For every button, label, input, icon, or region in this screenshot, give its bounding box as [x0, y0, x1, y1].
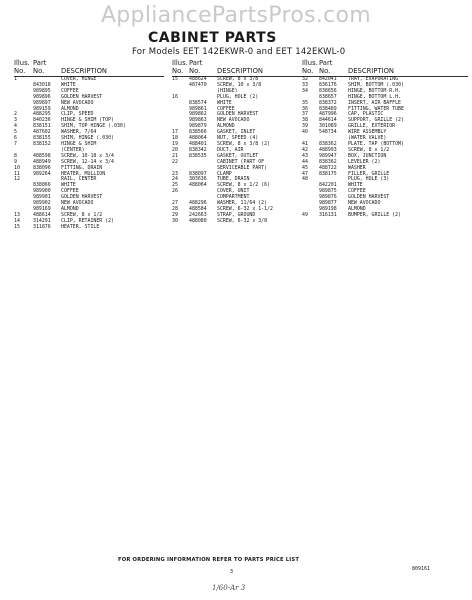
part-description: PLUG, HOLE (2): [217, 93, 259, 100]
part-number: 488614: [33, 211, 51, 218]
illus-number: 15: [172, 76, 178, 82]
part-number: 989264: [33, 170, 51, 177]
header-label: Illus.: [14, 59, 30, 67]
part-number: 314291: [33, 217, 51, 224]
part-number: 989901: [33, 194, 51, 201]
illus-number: 32: [302, 76, 308, 82]
illus-number: 40: [302, 129, 308, 136]
part-description: SCREW, 8 x 1/2: [348, 146, 390, 153]
illus-number: 30: [172, 217, 178, 224]
part-number: 838574: [189, 99, 207, 106]
part-description: PLUG, HOLE (3): [348, 176, 390, 183]
illus-number: 47: [302, 170, 308, 177]
part-description: COFFEE: [61, 188, 79, 195]
part-number: 989169: [33, 205, 51, 212]
illus-number: 1: [14, 76, 17, 82]
part-description: HINGE, BOTTOM R.H.: [348, 87, 401, 94]
part-description: ALMOND: [348, 205, 366, 212]
part-description: WASHER, 11/64 (2): [217, 200, 268, 207]
part-description: COVER, HINGE: [61, 76, 97, 82]
part-number: 838151: [33, 123, 51, 130]
part-description: SERVICEABLE PART): [217, 164, 268, 171]
illus-number: 37: [302, 111, 308, 118]
part-description: WASHER, 7/64: [61, 129, 97, 136]
illus-number: 29: [172, 211, 178, 218]
part-number: 989900: [33, 188, 51, 195]
part-description: BOX, JUNCTION: [348, 152, 387, 159]
part-description: LEVELER (2): [348, 158, 381, 165]
illus-number: 21: [172, 152, 178, 159]
part-number: 488584: [189, 205, 207, 212]
part-description: NEW AVOCADO: [348, 200, 381, 207]
part-number: 989902: [33, 200, 51, 207]
part-description: INSERT, AIR BAFFLE: [348, 99, 401, 106]
part-description: ALMOND: [61, 205, 79, 212]
illus-number: 41: [302, 140, 308, 147]
illus-number: 12: [14, 176, 20, 183]
part-description: FILLER, GRILLE: [348, 170, 390, 177]
illus-number: 3: [14, 117, 17, 124]
illus-number: 17: [172, 129, 178, 136]
part-description: HEATER, STILE: [61, 223, 100, 230]
part-number: 838657: [319, 93, 337, 100]
part-number: 488401: [189, 140, 207, 147]
part-description: GRILLE, EXTERIOR: [348, 123, 396, 130]
part-number: 301089: [319, 123, 337, 130]
part-description: GASKET, OUTLET: [217, 152, 259, 159]
column-header: [172, 60, 302, 77]
part-description: SCREW, 8 x 1/2 (6): [217, 182, 270, 189]
part-number: 838097: [189, 170, 207, 177]
part-number: 836176: [319, 81, 337, 88]
part-description: BUMPER, GRILLE (2): [348, 211, 401, 218]
illus-number: 36: [302, 105, 308, 112]
part-description: WIRE ASSEMBLY: [348, 129, 387, 136]
part-number: 838566: [189, 129, 207, 136]
part-number: 838489: [319, 105, 337, 112]
part-description: HINGE, BOTTOM L.H.: [348, 93, 401, 100]
header-label: No.: [172, 67, 184, 75]
column-header: [14, 60, 164, 77]
header-label: DESCRIPTION: [61, 67, 108, 75]
parts-column-1: [14, 60, 164, 231]
part-number: 838535: [189, 152, 207, 159]
header-label: No.: [189, 67, 201, 75]
part-number: 989896: [33, 93, 51, 100]
part-description: WHITE: [61, 182, 76, 189]
part-description: PLATE, TAP (BOTTOM): [348, 140, 404, 147]
illus-number: 14: [14, 217, 20, 224]
part-number: 487470: [189, 81, 207, 88]
part-number: 838175: [319, 170, 337, 177]
header-label: No.: [302, 67, 314, 75]
part-description: GOLDEN HARVEST: [61, 194, 103, 201]
part-number: 989863: [189, 117, 207, 124]
part-number: 316131: [319, 211, 337, 218]
part-number: 488722: [319, 164, 337, 171]
illus-number: 24: [172, 176, 178, 183]
column-header: [302, 60, 468, 77]
part-number: 989897: [33, 99, 51, 106]
part-description: (HINGE): [217, 87, 238, 94]
part-description: HINGE & SHIM: [61, 140, 97, 147]
part-description: WASHER: [348, 164, 366, 171]
part-number: 989862: [189, 111, 207, 118]
illus-number: 42: [302, 146, 308, 153]
part-number: 488598: [33, 152, 51, 159]
parts-column-3: [302, 60, 468, 219]
part-description: DUCT, AIR: [217, 146, 244, 153]
part-number: 838362: [319, 140, 337, 147]
part-description: SHIM, BOTTOM (.030): [348, 81, 404, 88]
illus-number: 49: [302, 211, 308, 218]
part-description: FITTING, WATER TUBE: [348, 105, 404, 112]
part-number: 838155: [33, 135, 51, 142]
part-description: GOLDEN HARVEST: [217, 111, 259, 118]
part-number: 989198: [319, 205, 337, 212]
illus-number: 20: [172, 146, 178, 153]
illus-number: 15: [14, 223, 20, 230]
illus-number: 2: [14, 111, 17, 118]
part-number: 989895: [33, 87, 51, 94]
part-description: ALMOND: [61, 105, 79, 112]
part-description: NEW AVOCADO: [61, 99, 94, 106]
part-description: CLIP, RETAINER (2): [61, 217, 114, 224]
part-number: 844614: [319, 117, 337, 124]
illus-number: 33: [302, 81, 308, 88]
illus-number: 10: [14, 164, 20, 171]
illus-number: 4: [14, 123, 17, 130]
part-description: ALMOND: [217, 123, 235, 130]
illus-number: 8: [14, 152, 17, 159]
illus-number: 43: [302, 152, 308, 159]
part-description: SCREW, 10 x 3/8: [217, 81, 262, 88]
parts-column-2: [172, 60, 302, 225]
part-description: GASKET, INLET: [217, 129, 256, 136]
part-description: CAP, PLASTIC: [348, 111, 384, 118]
part-description: SCREW, 8 x 3/8: [217, 76, 259, 82]
header-label: No.: [33, 67, 45, 75]
illus-number: 9: [14, 158, 17, 165]
illus-number: 28: [172, 205, 178, 212]
part-description: SHIM, HINGE (.030): [61, 135, 114, 142]
parts-row: [14, 225, 164, 231]
illus-number: 13: [14, 211, 20, 218]
part-number: 989861: [189, 105, 207, 112]
illus-number: 34: [302, 87, 308, 94]
illus-number: 39: [302, 123, 308, 130]
header-label: Part: [319, 59, 333, 67]
illus-number: 7: [14, 140, 17, 147]
illus-number: 44: [302, 158, 308, 165]
part-description: WHITE: [217, 99, 232, 106]
part-number: 842201: [319, 182, 337, 189]
part-description: SCREW, 6-32 x 3/8: [217, 217, 268, 224]
part-number: 838342: [189, 146, 207, 153]
part-description: FITTING, DRAIN: [61, 164, 103, 171]
part-description: WHITE: [348, 182, 363, 189]
part-description: SCREW, 12-14 x 3/4: [61, 158, 114, 165]
illus-number: 26: [172, 188, 178, 195]
illus-number: 25: [172, 182, 178, 189]
illus-number: 22: [172, 158, 178, 165]
part-number: 548734: [319, 129, 337, 136]
header-label: No.: [14, 67, 26, 75]
part-number: 838656: [319, 87, 337, 94]
part-description: NEW AVOCADO: [217, 117, 250, 124]
part-description: NEW AVOCADO: [61, 200, 94, 207]
part-number: 488064: [189, 135, 207, 142]
part-number: 840236: [33, 117, 51, 124]
part-number: 487602: [33, 129, 51, 136]
part-description: WHITE: [61, 81, 76, 88]
part-number: 989876: [319, 194, 337, 201]
part-description: CABINET (PART OF: [217, 158, 265, 165]
part-description: COVER, UNIT: [217, 188, 250, 195]
part-number: 843018: [33, 81, 51, 88]
part-description: GOLDEN HARVEST: [348, 194, 390, 201]
part-description: NUT, SPEED (4): [217, 135, 259, 142]
part-description: HEATER, MULLION: [61, 170, 106, 177]
part-description: (CENTER): [61, 146, 85, 153]
part-number: 838362: [319, 158, 337, 165]
part-description: TUBE, DRAIN: [217, 176, 250, 183]
illus-number: 27: [172, 200, 178, 207]
page-title: CABINET PARTS: [148, 30, 277, 46]
illus-number: 6: [14, 135, 17, 142]
header-label: DESCRIPTION: [348, 67, 395, 75]
part-number: 838096: [33, 164, 51, 171]
part-number: 989879: [189, 123, 207, 130]
page-number: 3: [230, 569, 234, 575]
part-number: 488296: [189, 200, 207, 207]
illus-number: 48: [302, 176, 308, 183]
part-number: 989875: [319, 188, 337, 195]
part-number: 242663: [189, 211, 207, 218]
illus-number: 45: [302, 164, 308, 171]
part-number: 838152: [33, 140, 51, 147]
part-number: 838372: [319, 99, 337, 106]
part-number: 842041: [319, 76, 337, 82]
part-number: 488993: [319, 146, 337, 153]
header-label: Part: [33, 59, 47, 67]
page-subtitle: For Models EET 142EKWR-0 and EET 142EKWL-0: [132, 47, 346, 57]
part-description: SCREW, 8 x 1/2: [61, 211, 103, 218]
header-label: DESCRIPTION: [217, 67, 264, 75]
illus-number: 19: [172, 140, 178, 147]
document-code: 809161: [412, 566, 431, 572]
part-description: CLIP, SPEED: [61, 111, 94, 118]
part-number: 488064: [189, 182, 207, 189]
part-number: 487996: [319, 111, 337, 118]
parts-row: [172, 219, 302, 225]
part-description: SHIM, TOP HINGE (.030): [61, 123, 126, 130]
ordering-note: FOR ORDERING INFORMATION REFER TO PARTS PRICE LIST: [118, 557, 300, 563]
illus-number: 38: [302, 117, 308, 124]
part-description: SCREW, 8 x 3/8 (2): [217, 140, 270, 147]
part-description: SUPPORT, GRILLE (2): [348, 117, 404, 124]
part-description: CLAMP: [217, 170, 232, 177]
part-description: COMPARTMENT: [217, 194, 250, 201]
part-number: 488949: [33, 158, 51, 165]
part-description: HINGE & SHIM (TOP): [61, 117, 114, 124]
header-label: Part: [189, 59, 203, 67]
part-number: 488295: [33, 111, 51, 118]
part-number: 989159: [33, 105, 51, 112]
watermark: AppliancePartsPros.com: [100, 3, 372, 28]
part-description: GOLDEN HARVEST: [61, 93, 103, 100]
part-description: RAIL, CENTER: [61, 176, 97, 183]
part-number: 989947: [319, 152, 337, 159]
part-number: 838066: [33, 182, 51, 189]
part-number: 311876: [33, 223, 51, 230]
part-number: 989877: [319, 200, 337, 207]
illus-number: 18: [172, 135, 178, 142]
part-description: SCREW, 10-18 x 3/4: [61, 152, 114, 159]
header-label: No.: [319, 67, 331, 75]
parts-row: [302, 213, 468, 219]
part-number: 488624: [189, 76, 207, 82]
part-description: (WATER VALVE): [348, 135, 387, 142]
part-description: SCREW, 6-32 x 1-1/2: [217, 205, 273, 212]
illus-number: 5: [14, 129, 17, 136]
part-description: COFFEE: [217, 105, 235, 112]
illus-number: 35: [302, 99, 308, 106]
illus-number: 16: [172, 93, 178, 100]
part-description: TRAY, EVAPORATING: [348, 76, 399, 82]
illus-number: 11: [14, 170, 20, 177]
illus-number: 23: [172, 170, 178, 177]
part-number: 488080: [189, 217, 207, 224]
header-label: Illus.: [302, 59, 318, 67]
header-label: Illus.: [172, 59, 188, 67]
handwritten-note: 1/60-Ar 3: [212, 584, 246, 592]
part-number: 303636: [189, 176, 207, 183]
part-description: COFFEE: [348, 188, 366, 195]
part-description: STRAP, GROUND: [217, 211, 256, 218]
part-description: COFFEE: [61, 87, 79, 94]
